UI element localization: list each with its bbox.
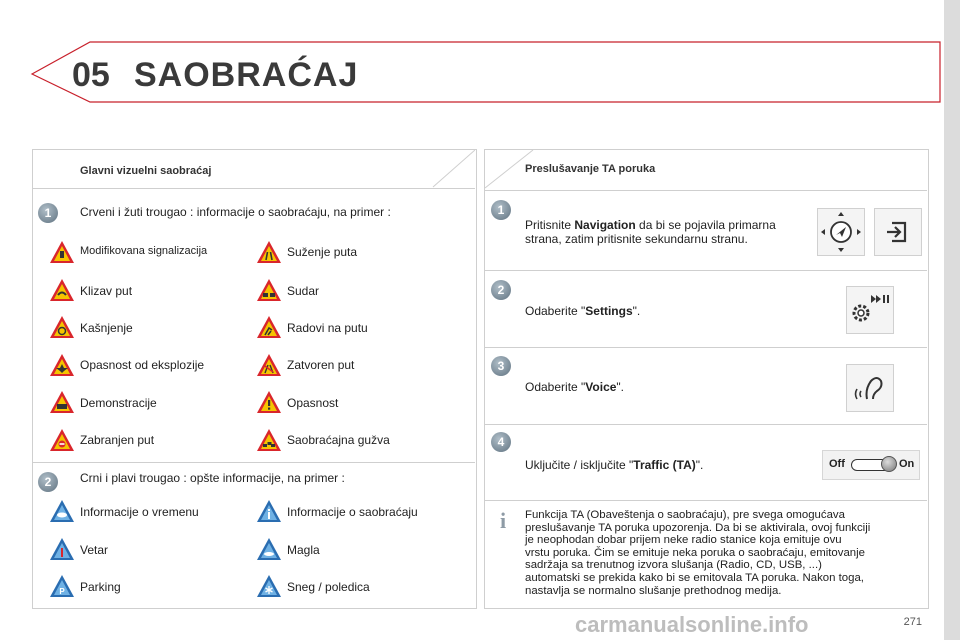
info-line: Funkcija TA (Obaveštenja o saobraćaju), pre svega omogućava [525,509,845,521]
step-badge-r3: 3 [491,356,511,376]
step1-pre: Pritisnite [525,218,575,232]
step-divider-3 [485,424,927,425]
closed-road-icon [256,353,282,377]
right-panel-heading: Preslušavanje TA poruka [525,163,656,175]
item-fog: Magla [287,543,320,557]
step4-pre: Uključite / isključite " [525,458,634,472]
modified-signalization-icon [49,240,75,264]
step4-post: ". [695,458,704,472]
info-line: preslušavanje TA poruka upozorenja. Da bi se aktivirala, ovoj funkciji [525,521,871,534]
collision-icon [256,278,282,302]
slippery-road-icon [49,278,75,302]
item-traffic-info: Informacije o saobraćaju [287,505,418,519]
step1-post: da bi se pojavila primarna [635,218,776,232]
forbidden-road-icon [49,428,75,452]
danger-icon [256,390,282,414]
item-weather-info: Informacije o vremenu [80,505,199,519]
item-collision: Sudar [287,284,320,298]
traffic-jam-icon [256,428,282,452]
item-slippery-road: Klizav put [80,284,133,298]
item-parking: Parking [80,580,121,594]
toggle-on-label: On [899,458,915,470]
item-demonstrations: Demonstracije [80,396,157,410]
road-narrowing-icon [256,240,282,264]
step1-navigation-label: Navigation [574,218,636,232]
item-wind: Vetar [80,543,109,557]
explosion-danger-icon [49,353,75,377]
parking-icon [49,574,75,598]
item-delay: Kašnjenje [80,321,133,335]
delay-icon [49,315,75,339]
left-panel-heading: Glavni vizuelni saobraćaj [80,165,212,177]
step-divider-4 [485,500,927,501]
section1-intro: Crveni i žuti trougao : informacije o saobraćaju, na primer : [80,205,391,219]
step2-settings-label: Settings [585,304,633,318]
step4-traffic-label: Traffic (TA) [633,458,696,472]
step-badge-1: 1 [38,203,58,223]
item-danger: Opasnost [287,396,339,410]
step3-voice-label: Voice [585,380,617,394]
traffic-ta-toggle [822,450,920,480]
item-closed-road: Zatvoren put [287,358,355,372]
step-badge-r2: 2 [491,280,511,300]
step1-text [525,218,776,246]
step-badge-r4: 4 [491,432,511,452]
info-icon: i [499,508,507,533]
step3-post: ". [616,380,625,394]
step-divider-1 [485,270,927,271]
step3-pre: Odaberite " [525,380,586,394]
fog-icon [256,537,282,561]
left-panel-header-divider [33,188,475,189]
page-number: 271 [903,616,922,628]
step-badge-2: 2 [38,472,58,492]
info-line: je neophodan dobar prijem neke radio stanice koja emituje ovu [525,534,842,547]
section2-intro: Crni i plavi trougao : opšte informacije, na primer : [80,471,345,485]
step-badge-r1: 1 [491,200,511,220]
item-road-narrowing: Suženje puta [287,245,358,259]
weather-info-icon [49,499,75,523]
settings-gear-icon [846,286,894,334]
item-roadworks: Radovi na putu [287,321,368,335]
item-modified-signalization: Modifikovana signalizacija [80,245,208,257]
section-divider [33,462,475,463]
page-edge-strip [944,0,960,640]
step-divider-2 [485,347,927,348]
snow-ice-icon [256,574,282,598]
item-forbidden-road: Zabranjen put [80,433,155,447]
demonstrations-icon [49,390,75,414]
navigation-joystick-icon [817,208,865,256]
traffic-info-icon [256,499,282,523]
svg-text:P: P [59,587,65,596]
info-text [525,509,870,597]
item-snow-ice: Sneg / poledica [287,580,370,594]
secondary-page-icon [874,208,922,256]
chapter-number: 05 [72,56,110,94]
info-line: nastavlja se normalno slušanje prethodnog medija. [525,584,782,597]
step2-post: ". [632,304,641,318]
info-line: automatski se prekida kako bi se emitovala TA poruka. Nakon toga, [525,571,864,584]
chapter-title: SAOBRAĆAJ [134,56,359,94]
step4-text [525,458,703,472]
step2-text [525,304,640,318]
step3-text [525,380,624,394]
step1-line2: strana, zatim pritisnite sekundarnu stranu. [525,232,748,246]
info-line: sadržaja sa trenutnog izvora slušanja (Radio, CD, USB, ...) [525,559,822,572]
right-panel-header-divider [485,190,927,191]
watermark: carmanualsonline.info [575,612,809,637]
step2-pre: Odaberite " [525,304,586,318]
roadworks-icon [256,315,282,339]
item-traffic-jam: Saobraćajna gužva [287,433,390,447]
wind-icon [49,537,75,561]
toggle-knob [881,456,897,472]
item-explosion-danger: Opasnost od eksplozije [80,358,205,372]
info-line: vrstu poruka. Čim se emituje neka poruka o saobraćaju, emitovanje [525,546,865,559]
toggle-off-label: Off [829,458,845,470]
voice-icon [846,364,894,412]
